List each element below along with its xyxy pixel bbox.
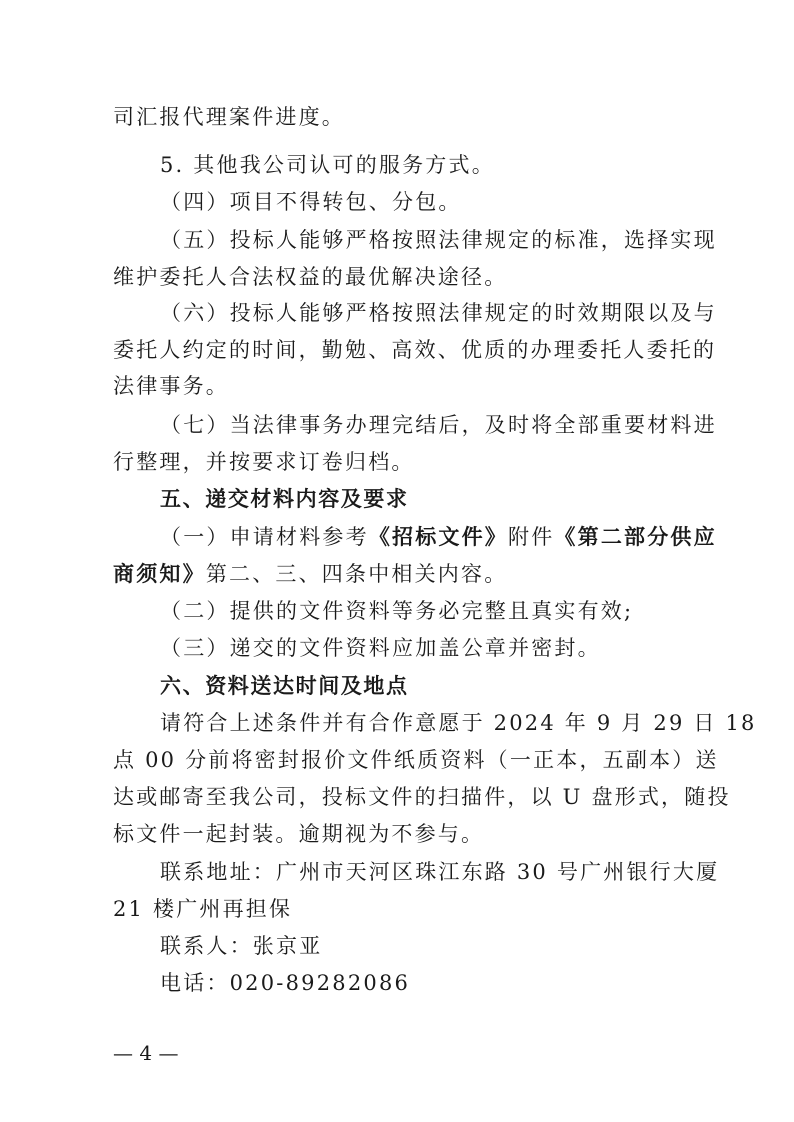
text-line: 联系地址：广州市天河区珠江东路 30 号广州银行大厦 (160, 860, 720, 884)
text-line: 维护委托人合法权益的最优解决途径。 (113, 265, 508, 289)
text-line: 21 楼广州再担保 (113, 897, 293, 921)
text-line (160, 524, 794, 550)
text-line: 请符合上述条件并有合作意愿于 2024 年 9 月 29 日 18 (160, 711, 757, 735)
section-heading: 五、递交材料内容及要求 (160, 487, 409, 511)
text-line: （四）项目不得转包、分包。 (160, 190, 462, 214)
text-line: 点 00 分前将密封报价文件纸质资料（一正本，五副本）送 (113, 748, 719, 772)
doc-reference: 《第二部分供应 (554, 524, 717, 549)
text-line: （六）投标人能够严格按照法律规定的时效期限以及与 (160, 301, 717, 325)
text-line: （三）递交的文件资料应加盖公章并密封。 (160, 636, 601, 660)
text-line: （七）当法律事务办理完结后，及时将全部重要材料进 (160, 413, 717, 437)
text-segment: 附件 (508, 525, 555, 549)
text-line: 行整理，并按要求订卷归档。 (113, 450, 415, 474)
contact-phone: 电话：020-89282086 (160, 971, 411, 995)
text-line: 达或邮寄至我公司，投标文件的扫描件，以 U 盘形式，随投 (113, 785, 731, 809)
page-number: — 4 — (113, 1041, 179, 1065)
section-heading: 六、资料送达时间及地点 (160, 674, 409, 698)
text-line: 标文件一起封装。逾期视为不参与。 (113, 822, 485, 846)
contact-person: 联系人：张京亚 (160, 934, 323, 958)
doc-reference: 商须知》 (113, 561, 206, 586)
text-line: （五）投标人能够严格按照法律规定的标准，选择实现 (160, 228, 717, 252)
text-line: 司汇报代理案件进度。 (113, 105, 345, 129)
text-segment: 第二、三、四条中相关内容。 (205, 562, 508, 586)
text-line: 5. 其他我公司认可的服务方式。 (160, 153, 495, 177)
text-segment: （一）申请材料参考 (160, 525, 369, 549)
text-line: 法律事务。 (113, 374, 229, 398)
text-line (113, 561, 794, 587)
text-line: 委托人约定的时间，勤勉、高效、优质的办理委托人委托的 (113, 338, 717, 362)
text-line: （二）提供的文件资料等务必完整且真实有效; (160, 599, 634, 623)
doc-reference: 《招标文件》 (368, 524, 509, 549)
